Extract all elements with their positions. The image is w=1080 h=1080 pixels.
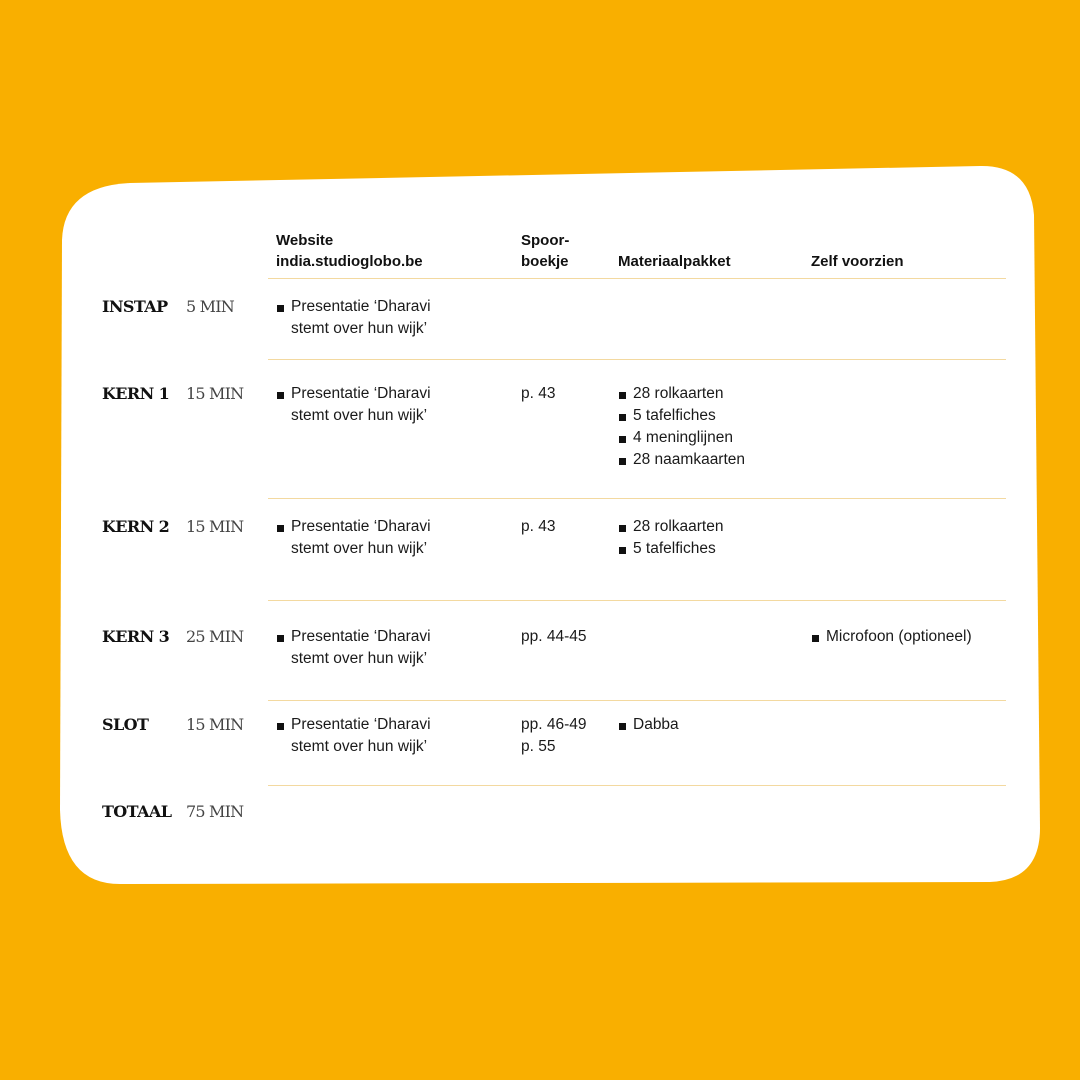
- materials-cell: [618, 714, 679, 736]
- header-website: [276, 230, 423, 272]
- material-item: 5 tafelfiches: [618, 538, 723, 560]
- material-item: 28 rolkaarten: [618, 516, 723, 538]
- row-divider: [268, 278, 1006, 279]
- website-cell: [276, 714, 431, 758]
- phase-duration: 15 MIN: [186, 517, 244, 536]
- website-item: [276, 714, 431, 758]
- pages-cell: [521, 516, 555, 538]
- phase-label: KERN 3: [102, 627, 170, 646]
- total-duration: 75 MIN: [186, 802, 244, 821]
- website-cell: [276, 383, 431, 427]
- header-zelf-voorzien-label: Zelf voorzien: [811, 253, 904, 270]
- page-reference: pp. 46-49: [521, 716, 587, 733]
- material-item: Dabba: [618, 714, 679, 736]
- material-item: 28 naamkaarten: [618, 449, 745, 471]
- website-item-line1: Presentatie ‘Dharavi: [291, 628, 431, 645]
- phase-duration: 15 MIN: [186, 384, 244, 403]
- header-materiaalpakket-label: Materiaalpakket: [618, 253, 731, 270]
- pages-cell: [521, 383, 555, 405]
- material-item: 5 tafelfiches: [618, 405, 745, 427]
- phase-label: INSTAP: [102, 297, 168, 316]
- header-zelf-voorzien: [811, 251, 904, 272]
- header-spoorboekje: [521, 230, 569, 272]
- website-item: [276, 383, 431, 427]
- website-item-line1: Presentatie ‘Dharavi: [291, 385, 431, 402]
- page-reference: p. 55: [521, 738, 556, 755]
- website-cell: [276, 626, 431, 670]
- own-supplies-cell: [811, 626, 972, 648]
- website-item-line2: stemt over hun wijk’: [291, 320, 428, 337]
- row-divider: [268, 700, 1006, 701]
- website-item-line2: stemt over hun wijk’: [291, 407, 428, 424]
- website-item: [276, 516, 431, 560]
- row-divider: [268, 600, 1006, 601]
- website-item-line1: Presentatie ‘Dharavi: [291, 518, 431, 535]
- materials-cell: [618, 383, 745, 471]
- phase-duration: 25 MIN: [186, 627, 244, 646]
- website-cell: [276, 296, 431, 340]
- row-divider: [268, 359, 1006, 360]
- website-item-line2: stemt over hun wijk’: [291, 540, 428, 557]
- header-website-line2: india.studioglobo.be: [276, 253, 423, 270]
- website-item-line1: Presentatie ‘Dharavi: [291, 298, 431, 315]
- row-divider: [268, 498, 1006, 499]
- material-item: 28 rolkaarten: [618, 383, 745, 405]
- website-item: [276, 626, 431, 670]
- material-item: 4 meninglijnen: [618, 427, 745, 449]
- page-reference: pp. 44-45: [521, 628, 587, 645]
- own-supply-item: Microfoon (optioneel): [811, 626, 972, 648]
- materials-cell: [618, 516, 723, 560]
- website-cell: [276, 516, 431, 560]
- website-item-line2: stemt over hun wijk’: [291, 650, 428, 667]
- website-item: [276, 296, 431, 340]
- phase-label: KERN 2: [102, 517, 170, 536]
- pages-cell: [521, 626, 587, 648]
- total-label: TOTAAL: [102, 802, 172, 821]
- phase-label: KERN 1: [102, 384, 170, 403]
- phase-duration: 15 MIN: [186, 715, 244, 734]
- header-spoorboekje-line2: boekje: [521, 253, 569, 270]
- row-divider: [268, 785, 1006, 786]
- phase-label: SLOT: [102, 715, 149, 734]
- pages-cell: [521, 714, 587, 758]
- website-item-line2: stemt over hun wijk’: [291, 738, 428, 755]
- page-reference: p. 43: [521, 518, 556, 535]
- header-spoorboekje-line1: Spoor-: [521, 232, 570, 249]
- website-item-line1: Presentatie ‘Dharavi: [291, 716, 431, 733]
- header-materiaalpakket: [618, 251, 731, 272]
- header-website-line1: Website: [276, 232, 334, 249]
- page-reference: p. 43: [521, 385, 556, 402]
- phase-duration: 5 MIN: [186, 297, 234, 316]
